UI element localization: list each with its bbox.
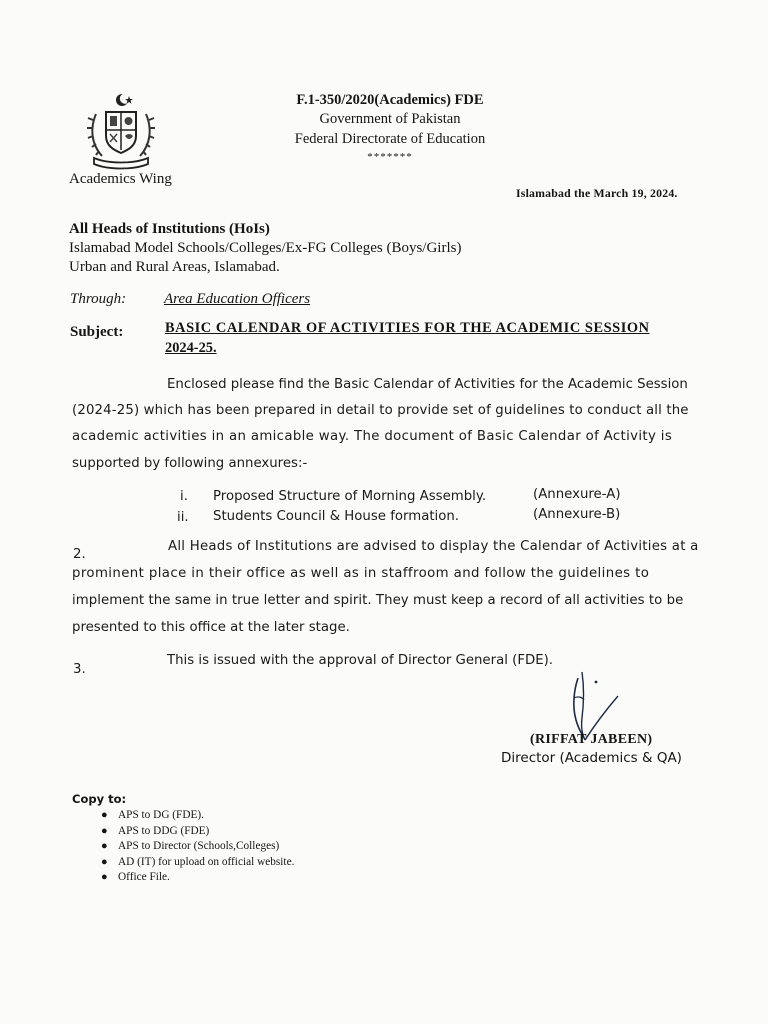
through-value: Area Education Officers: [164, 291, 311, 307]
list-item: ● Office File.: [99, 870, 419, 886]
bullet-icon: ●: [101, 840, 108, 852]
annexure-tag: (Annexure-A): [533, 487, 621, 502]
para2-line-1: All Heads of Institutions are advised to display the Calendar of Activities at a: [168, 539, 699, 554]
list-item: ● AD (IT) for upload on official website.: [99, 855, 419, 871]
annexure-text: Students Council & House formation.: [213, 509, 460, 524]
bullet-icon: ●: [101, 824, 108, 837]
para1-line-2: (2024-25) which has been prepared in detail to provide set of guidelines to conduct all the: [72, 403, 689, 418]
annexure-num: i.: [180, 489, 188, 504]
header-stars: *******: [367, 151, 413, 163]
list-item: ● APS to Director (Schools,Colleges): [99, 839, 419, 855]
para1-line-1: Enclosed please find the Basic Calendar of Activities for the Academic Session: [167, 377, 688, 392]
bullet-icon: ●: [101, 871, 108, 883]
subject-line-1: BASIC CALENDAR OF ACTIVITIES FOR THE ACADEMIC SESSION: [165, 320, 650, 336]
annexure-tag: (Annexure-B): [533, 507, 621, 522]
recipient-institutions: Islamabad Model Schools/Colleges/Ex-FG Colleges (Boys/Girls): [69, 240, 462, 256]
para3-text: This is issued with the approval of Director General (FDE).: [167, 653, 554, 668]
directorate-name: Federal Directorate of Education: [294, 131, 486, 147]
file-number: F.1-350/2020(Academics) FDE: [296, 92, 484, 108]
list-item: ● APS to DDG (FDE): [99, 824, 419, 840]
subject-label: Subject:: [70, 324, 124, 340]
government-name: Government of Pakistan: [319, 111, 461, 127]
copy-to-list: [99, 808, 419, 886]
bullet-icon: ●: [101, 809, 108, 821]
para2-line-4: presented to this office at the later stage.: [72, 620, 350, 635]
para3-number: 3.: [73, 662, 86, 677]
list-item: ● APS to DG (FDE).: [99, 808, 419, 824]
para2-line-2: prominent place in their office as well as in staffroom and follow the guidelines to: [72, 566, 650, 581]
bullet-icon: ●: [101, 855, 108, 868]
para2-number: 2.: [73, 547, 86, 562]
signatory-title: Director (Academics & QA): [501, 750, 682, 766]
government-emblem-icon: [84, 92, 158, 172]
annexure-text: Proposed Structure of Morning Assembly.: [213, 489, 487, 504]
para1-line-4: supported by following annexures:-: [72, 456, 308, 471]
recipient-areas: Urban and Rural Areas, Islamabad.: [69, 259, 280, 275]
signatory-name: (RIFFAT JABEEN): [530, 732, 653, 747]
annexure-num: ii.: [177, 510, 189, 525]
copy-to-label: Copy to:: [72, 792, 127, 806]
through-label: Through:: [70, 291, 127, 307]
para2-line-3: implement the same in true letter and spirit. They must keep a record of all activities to be: [72, 593, 684, 608]
academics-wing-label: Academics Wing: [69, 171, 172, 187]
recipient-title: All Heads of Institutions (HoIs): [69, 221, 270, 237]
para1-line-3: academic activities in an amicable way. The document of Basic Calendar of Activity is: [72, 429, 673, 444]
subject-line-2: 2024-25.: [165, 340, 217, 356]
date-line: Islamabad the March 19, 2024.: [516, 186, 678, 200]
